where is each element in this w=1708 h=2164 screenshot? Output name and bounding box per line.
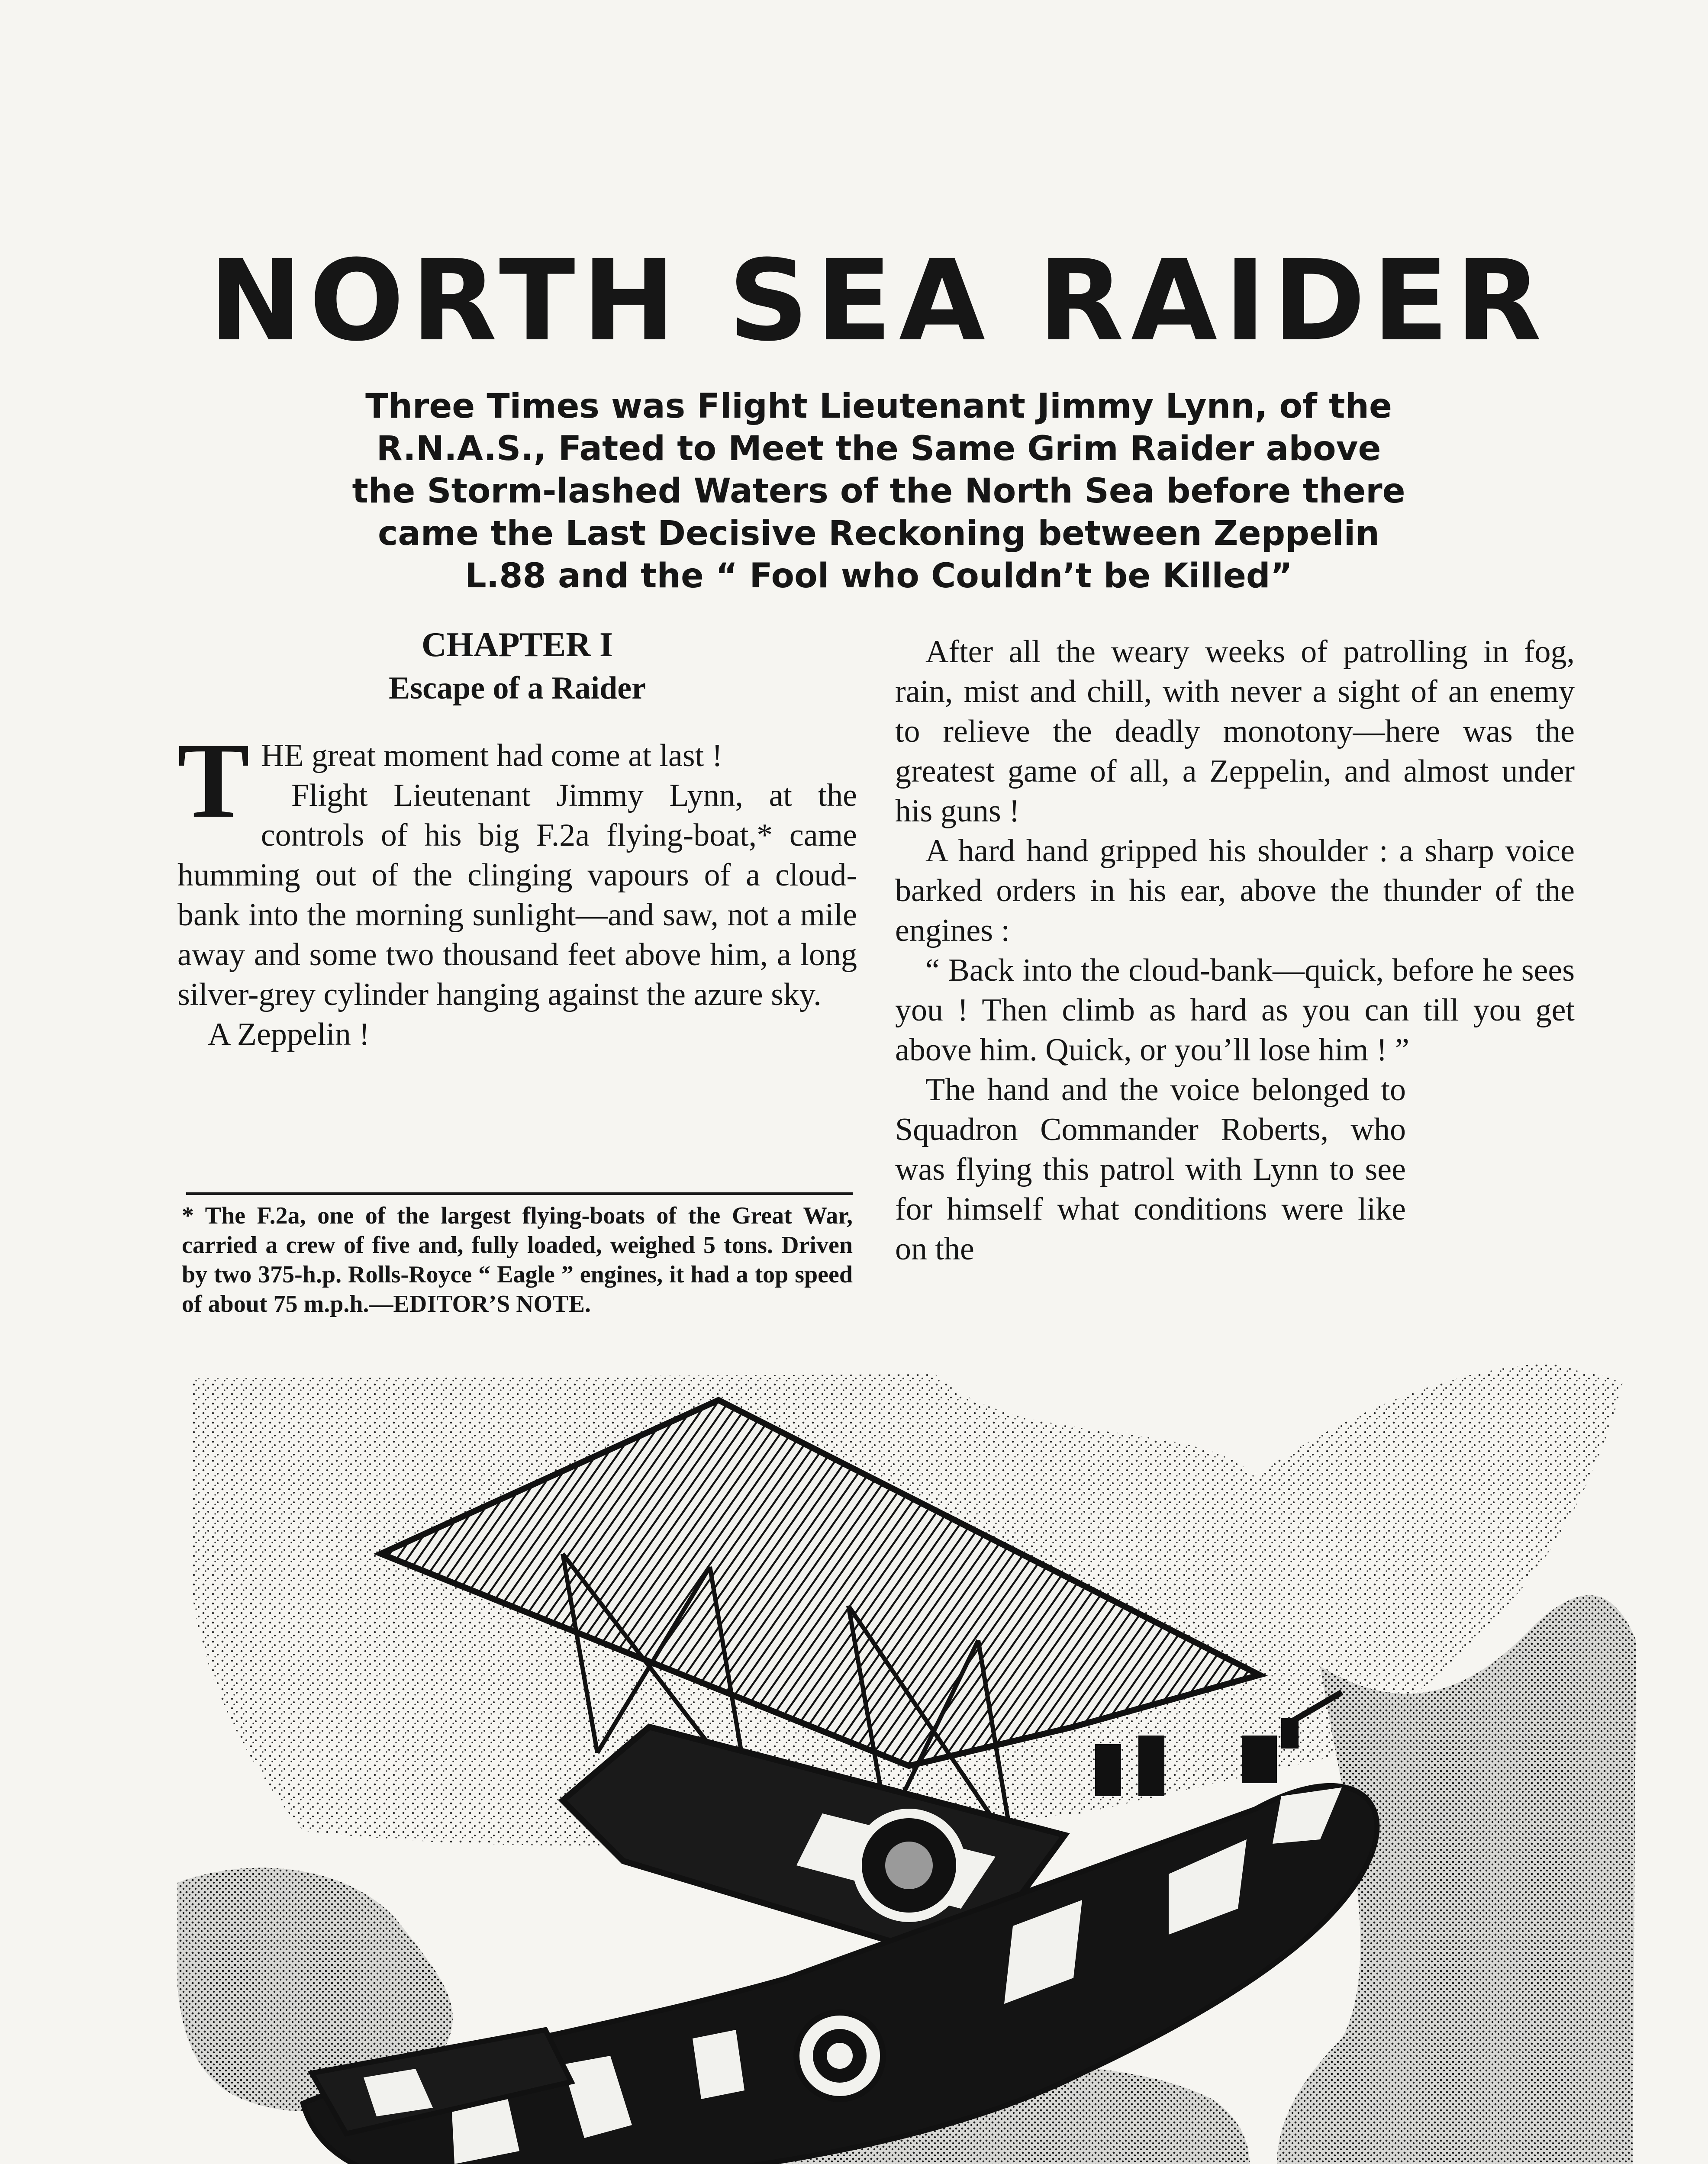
drop-cap: T [177,721,250,840]
right-column [895,632,1575,1269]
deck-line: L.88 and the “ Fool who Couldn’t be Killed” [464,557,1293,596]
flying-boat-illustration [173,1363,1653,2164]
deck-line: came the Last Decisive Reckoning between Zeppelin [378,514,1379,553]
body-paragraph: A Zeppelin ! [208,1017,370,1052]
chapter-subtitle: Escape of a Raider [389,670,646,706]
chapter-heading: CHAPTER I [421,626,613,664]
footnote: * The F.2a, one of the largest flying-boats of the Great War, carried a crew of five and, fully loaded, weighed 5 tons. Driven by two 375-h.p. Rolls-Royce “ Eagle ” engines, it had a top speed of about 75 m.p.h.—EDITOR’S NOTE. [182,1202,853,1317]
body-paragraph [177,721,857,840]
body-paragraph: “ Back into the cloud-bank—quick, before he sees you ! Then climb as hard as you can till you get above him. Quick, or you’ll lose him ! ” [895,953,1575,1068]
body-paragraph: Flight Lieutenant Jimmy Lynn, at the controls of his big F.2a flying-boat,* came humming out of the clinging vapours of a cloud-bank into the morning sunlight—and saw, not a mile away and some two thousand feet above him, a long silver-grey cylinder hanging against the azure sky. [177,778,857,1012]
body-paragraph: The hand and the voice belonged to Squadron Commander Roberts, who was flying this patrol with Lynn to see for himself what conditions were like on the [895,1072,1406,1267]
deck-line: Three Times was Flight Lieutenant Jimmy Lynn, of the [365,387,1392,426]
left-column [177,623,857,1054]
paragraph-text: HE great moment had come at last ! [261,738,723,773]
deck-line: the Storm-lashed Waters of the North Sea before there [352,472,1405,511]
story-title: NORTH SEA RAIDER [209,236,1549,366]
story-deck [303,385,1454,597]
footnote-divider [186,1192,853,1195]
body-paragraph: A hard hand gripped his shoulder : a sharp voice barked orders in his ear, above the thunder of the engines : [895,833,1575,948]
deck-line: R.N.A.S., Fated to Meet the Same Grim Raider above [376,429,1381,468]
body-paragraph: After all the weary weeks of patrolling in fog, rain, mist and chill, with never a sight of an enemy to relieve the deadly monotony—here was the greatest game of all, a Zeppelin, and almost under his guns ! [895,634,1575,829]
